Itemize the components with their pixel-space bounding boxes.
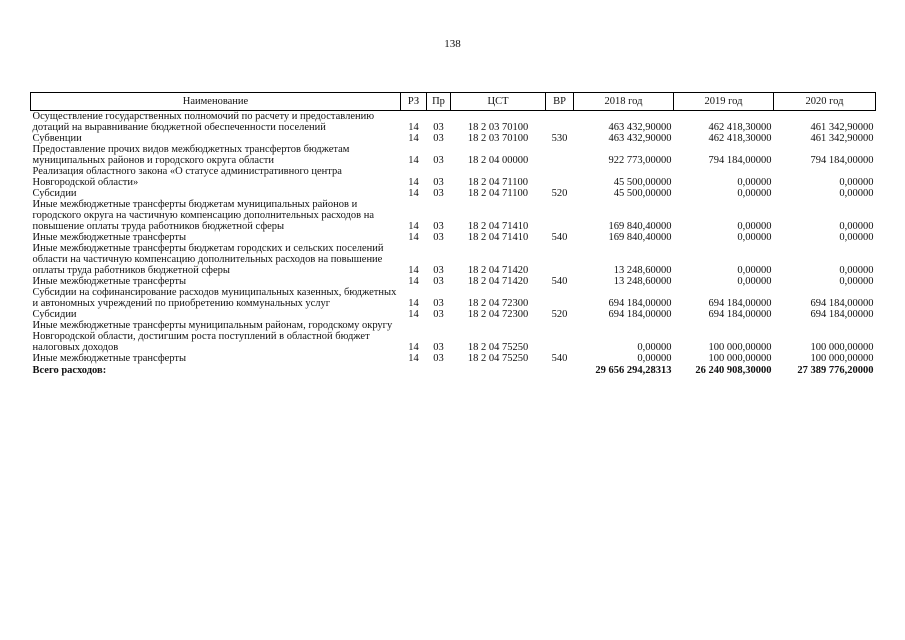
row-2019: 0,00000 [737,232,772,243]
row-2020: 694 184,00000 [810,309,874,320]
row-name: Иные межбюджетные трансферты [32,353,187,364]
row-2018: 45 500,00000 [613,188,672,199]
row-vr: 520 [551,309,568,320]
budget-table [30,92,876,376]
header-2020: 2020 год [774,93,876,111]
row-2019: 462 418,30000 [708,122,772,133]
row-2018: 922 773,00000 [608,155,672,166]
row-rz: 14 [408,298,419,309]
row-pr: 03 [433,276,444,287]
page-number: 138 [444,38,461,50]
row-cst: 18 2 04 72300 [467,309,529,320]
row-cst: 18 2 04 75250 [467,342,529,353]
row-vr [546,320,574,353]
row-cst: 18 2 04 71410 [467,232,529,243]
row-pr: 03 [433,155,444,166]
row-2019: 794 184,00000 [708,155,772,166]
row-2019: 0,00000 [737,188,772,199]
row-2018: 13 248,60000 [613,276,672,287]
table-row [31,199,876,232]
row-2018: 45 500,00000 [613,177,672,188]
row-name: Субвенции [32,133,82,144]
row-vr [546,287,574,309]
header-cst: ЦСТ [451,93,546,111]
row-rz: 14 [408,133,419,144]
header-2019: 2019 год [674,93,774,111]
row-2018: 463 432,90000 [608,122,672,133]
row-cst: 18 2 04 00000 [467,155,529,166]
row-2018: 0,00000 [637,353,672,364]
row-2020: 0,00000 [839,221,874,232]
row-vr [546,111,574,134]
header-2018: 2018 год [574,93,674,111]
row-2018: 169 840,40000 [608,232,672,243]
row-2019: 0,00000 [737,265,772,276]
total-label: Всего расходов: [32,365,107,376]
row-rz: 14 [408,342,419,353]
row-vr: 540 [551,276,568,287]
row-2018: 13 248,60000 [613,265,672,276]
row-vr: 540 [551,353,568,364]
row-name: Субсидии на софинансирование расходов муниципальных казенных, бюджетных и автономных учреждений по приобретению коммунальных услуг [32,287,397,309]
row-cst: 18 2 03 70100 [467,133,529,144]
row-2020: 100 000,00000 [810,342,874,353]
row-vr [546,199,574,232]
row-2018: 694 184,00000 [608,309,672,320]
header-vr: ВР [546,93,574,111]
row-cst: 18 2 04 71410 [467,221,529,232]
table-row [31,144,876,166]
row-2020: 0,00000 [839,177,874,188]
row-rz: 14 [408,155,419,166]
row-2019: 694 184,00000 [708,309,772,320]
row-2020: 100 000,00000 [810,353,874,364]
row-vr: 520 [551,188,568,199]
total-2020: 27 389 776,20000 [797,365,874,376]
row-name: Иные межбюджетные трансферты [32,276,187,287]
row-2019: 694 184,00000 [708,298,772,309]
row-cst: 18 2 04 71420 [467,276,529,287]
row-pr: 03 [433,309,444,320]
row-rz: 14 [408,221,419,232]
table-row [31,243,876,276]
row-rz: 14 [408,309,419,320]
table-row [31,276,876,287]
row-name: Иные межбюджетные трансферты [32,232,187,243]
row-name: Иные межбюджетные трансферты бюджетам муниципальных районов и городского округа на частичную компенсацию дополнительных расходов на повышение оплаты труда работников бюджетной сферы [32,199,375,232]
row-pr: 03 [433,177,444,188]
row-cst: 18 2 04 75250 [467,353,529,364]
row-2018: 463 432,90000 [608,133,672,144]
row-2018: 169 840,40000 [608,221,672,232]
row-name: Субсидии [32,309,77,320]
row-vr: 540 [551,232,568,243]
row-2020: 794 184,00000 [810,155,874,166]
row-rz: 14 [408,122,419,133]
row-vr: 530 [551,133,568,144]
row-rz: 14 [408,188,419,199]
header-name: Наименование [31,93,401,111]
row-vr [546,243,574,276]
table-row [31,111,876,134]
total-row [31,364,876,376]
row-2019: 0,00000 [737,221,772,232]
row-2019: 100 000,00000 [708,353,772,364]
row-rz: 14 [408,276,419,287]
row-rz: 14 [408,177,419,188]
row-rz: 14 [408,353,419,364]
row-pr: 03 [433,122,444,133]
row-cst: 18 2 03 70100 [467,122,529,133]
row-pr: 03 [433,188,444,199]
row-pr: 03 [433,265,444,276]
header-pr: Пр [427,93,451,111]
table-row [31,133,876,144]
row-cst: 18 2 04 71420 [467,265,529,276]
row-pr: 03 [433,133,444,144]
table-row [31,188,876,199]
table-row [31,320,876,353]
row-pr: 03 [433,232,444,243]
row-2019: 100 000,00000 [708,342,772,353]
row-rz: 14 [408,265,419,276]
row-pr: 03 [433,221,444,232]
header-rz: РЗ [401,93,427,111]
row-pr: 03 [433,342,444,353]
total-2019: 26 240 908,30000 [695,365,772,376]
table-row [31,353,876,364]
row-name: Реализация областного закона «О статусе административного центра Новгородской области» [32,166,342,188]
row-pr: 03 [433,353,444,364]
table-row [31,166,876,188]
table-row [31,232,876,243]
row-2020: 0,00000 [839,265,874,276]
row-rz: 14 [408,232,419,243]
row-cst: 18 2 04 71100 [468,177,528,188]
row-2019: 0,00000 [737,276,772,287]
row-name: Иные межбюджетные трансферты бюджетам городских и сельских поселений области на частичную компенсацию дополнительных расходов на повышение оплаты труда работников бюджетной сферы [32,243,384,276]
row-2020: 694 184,00000 [810,298,874,309]
row-2020: 0,00000 [839,232,874,243]
row-vr [546,166,574,188]
row-pr: 03 [433,298,444,309]
table-row [31,309,876,320]
row-2020: 0,00000 [839,188,874,199]
row-2018: 0,00000 [637,342,672,353]
row-vr [546,144,574,166]
row-2020: 461 342,90000 [810,133,874,144]
row-2018: 694 184,00000 [608,298,672,309]
row-name: Субсидии [32,188,77,199]
row-name: Иные межбюджетные трансферты муниципальным районам, городскому округу Новгородской области, достигшим роста поступлений в областной бюджет налоговых доходов [32,320,393,353]
total-2018: 29 656 294,28313 [595,365,672,376]
row-2020: 461 342,90000 [810,122,874,133]
row-cst: 18 2 04 72300 [467,298,529,309]
row-name: Предоставление прочих видов межбюджетных трансфертов бюджетам муниципальных районов и городского округа области [32,144,350,166]
row-name: Осуществление государственных полномочий по расчету и предоставлению дотаций на выравнивание бюджетной обеспеченности поселений [32,111,375,133]
table-header-row [31,93,876,111]
row-2019: 462 418,30000 [708,133,772,144]
row-cst: 18 2 04 71100 [468,188,528,199]
row-2019: 0,00000 [737,177,772,188]
table-row [31,287,876,309]
row-2020: 0,00000 [839,276,874,287]
